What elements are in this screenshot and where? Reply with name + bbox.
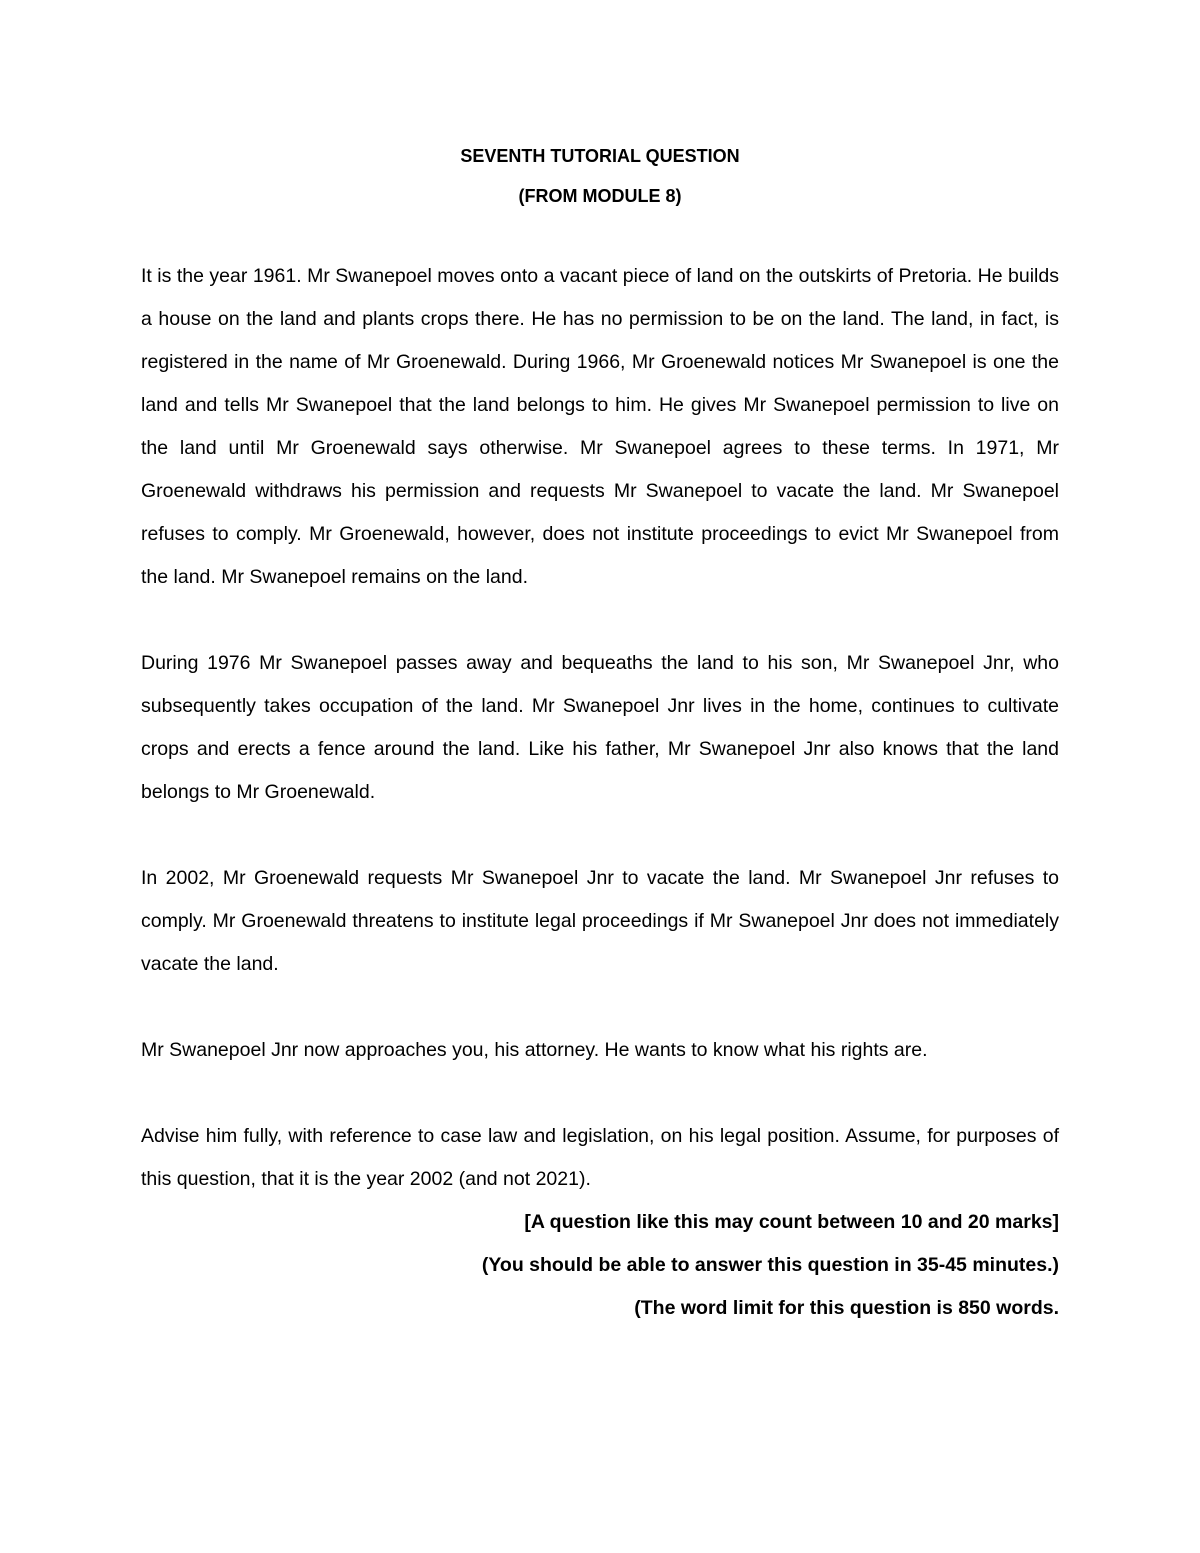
note-word-limit: (The word limit for this question is 850 words.: [634, 1297, 1059, 1319]
paragraph-eviction-request: In 2002, Mr Groenewald requests Mr Swanepoel Jnr to vacate the land. Mr Swanepoel Jnr refuses to comply. Mr Groenewald threatens to institute legal proceedings if Mr Swanepoel Jnr does not immediately vacate the land.: [141, 867, 1059, 975]
paragraph-facts: It is the year 1961. Mr Swanepoel moves onto a vacant piece of land on the outskirts of Pretoria. He builds a house on the land and plants crops there. He has no permission to be on the land. The land, in fact, is registered in the name of Mr Groenewald. During 1966, Mr Groenewald notices Mr Swanepoel is one the land and tells Mr Swanepoel that the land belongs to him. He gives Mr Swanepoel permission to live on the land until Mr Groenewald says otherwise. Mr Swanepoel agrees to these terms. In 1971, Mr Groenewald withdraws his permission and requests Mr Swanepoel to vacate the land. Mr Swanepoel refuses to comply. Mr Groenewald, however, does not institute proceedings to evict Mr Swanepoel from the land. Mr Swanepoel remains on the land.: [141, 265, 1059, 588]
document-content: [141, 136, 1059, 1330]
note-marks: [A question like this may count between 10 and 20 marks]: [524, 1211, 1059, 1233]
paragraph-succession: During 1976 Mr Swanepoel passes away and bequeaths the land to his son, Mr Swanepoel Jnr, who subsequently takes occupation of the land. Mr Swanepoel Jnr lives in the home, continues to cultivate crops and erects a fence around the land. Like his father, Mr Swanepoel Jnr also knows that the land belongs to Mr Groenewald.: [141, 652, 1059, 803]
document-subtitle: (FROM MODULE 8): [518, 186, 682, 206]
note-time: (You should be able to answer this question in 35-45 minutes.): [481, 1254, 1059, 1276]
paragraph-consultation: Mr Swanepoel Jnr now approaches you, his attorney. He wants to know what his rights are.: [141, 1039, 928, 1061]
document-title: SEVENTH TUTORIAL QUESTION: [460, 146, 740, 166]
paragraph-instruction: Advise him fully, with reference to case law and legislation, on his legal position. Assume, for purposes of this question, that it is the year 2002 (and not 2021).: [141, 1125, 1059, 1190]
